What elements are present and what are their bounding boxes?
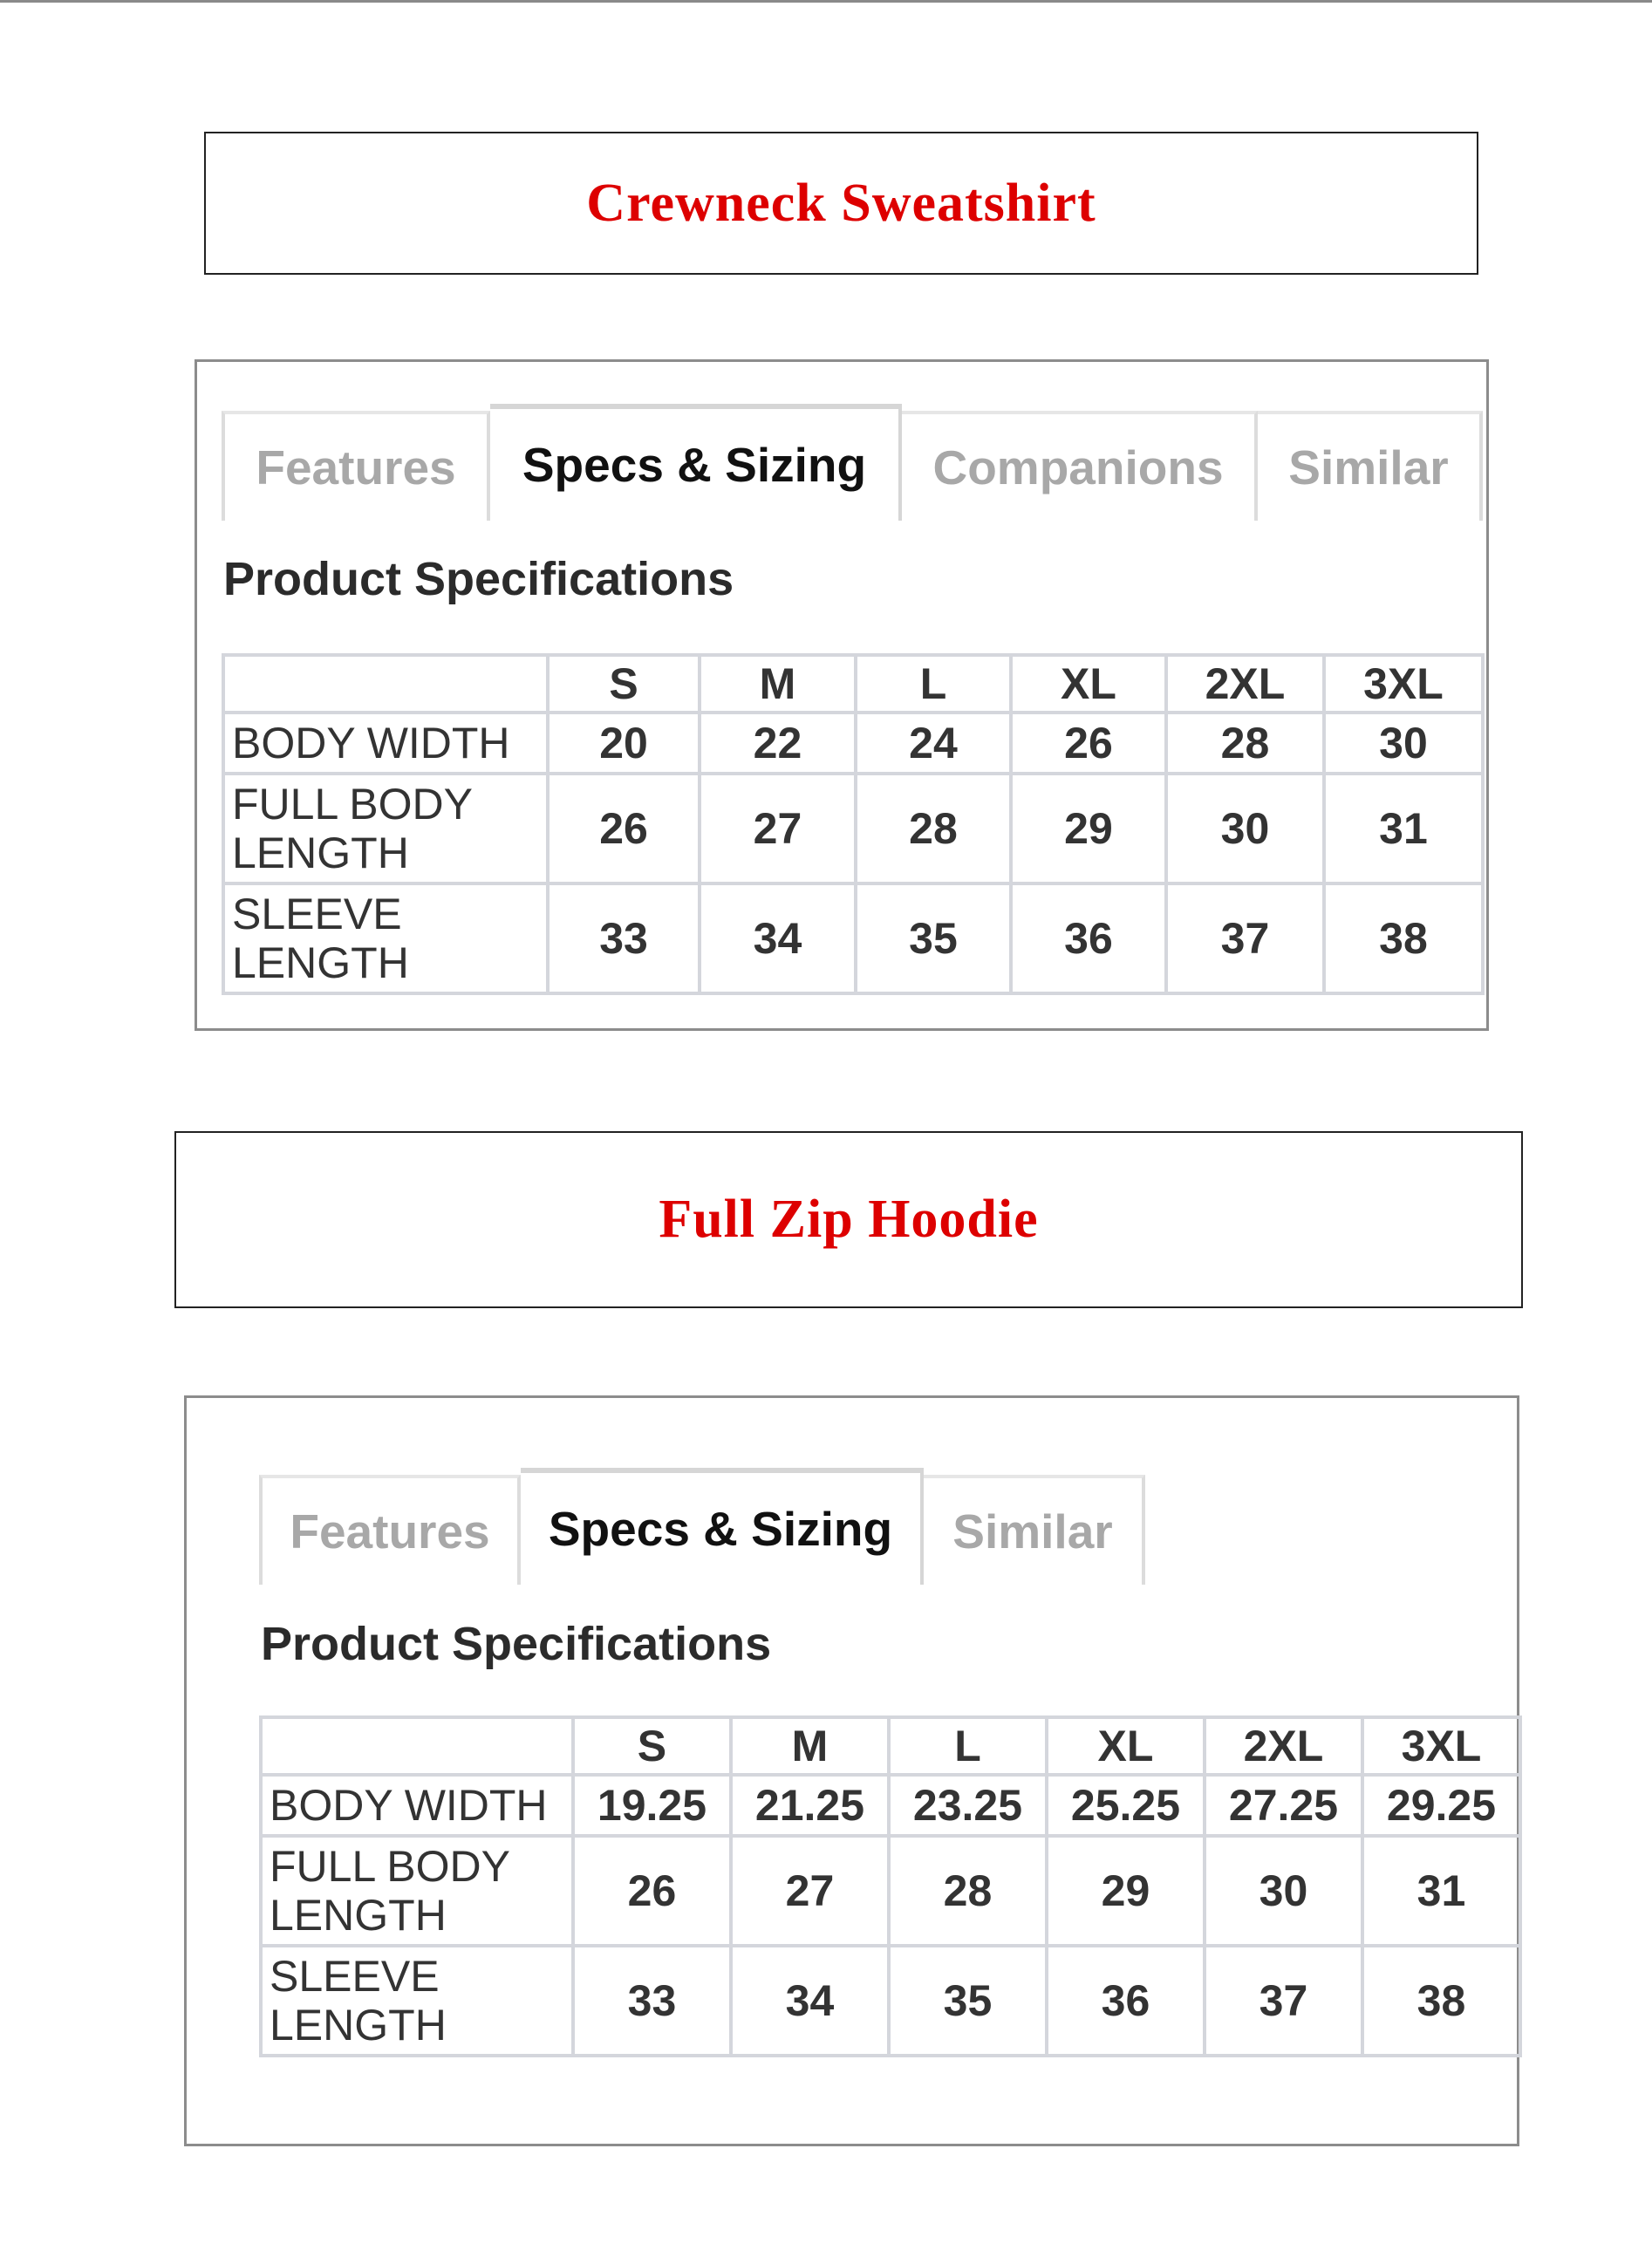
row-label: SLEEVE LENGTH [223,883,548,993]
measurement-cell: 26 [1011,713,1166,774]
size-col-header: S [573,1717,731,1775]
measurement-cell: 30 [1205,1836,1362,1946]
measurement-cell: 27.25 [1205,1775,1362,1836]
measurement-cell: 34 [731,1946,889,2056]
measurement-cell: 33 [573,1946,731,2056]
measurement-cell: 38 [1324,883,1483,993]
measurement-cell: 27 [731,1836,889,1946]
row-label: FULL BODY LENGTH [223,774,548,883]
table-row-full-body-length [223,774,1483,883]
measurement-cell: 35 [856,883,1011,993]
size-header-row [261,1717,1520,1775]
size-col-header: L [856,655,1011,713]
tab-similar[interactable]: Similar [924,1475,1145,1585]
measurement-cell: 30 [1324,713,1483,774]
measurement-cell: 30 [1166,774,1324,883]
measurement-cell: 29.25 [1362,1775,1520,1836]
size-col-header: S [548,655,700,713]
hoodie-title-box [174,1131,1523,1308]
measurement-cell: 37 [1205,1946,1362,2056]
table-row-body-width [223,713,1483,774]
tab-features[interactable]: Features [259,1475,521,1585]
table-corner-cell [223,655,548,713]
tab-specs-sizing[interactable]: Specs & Sizing [490,404,902,521]
table-row-sleeve-length [223,883,1483,993]
row-label: BODY WIDTH [261,1775,573,1836]
table-row-body-width [261,1775,1520,1836]
tab-specs-sizing[interactable]: Specs & Sizing [521,1468,924,1585]
size-col-header: XL [1011,655,1166,713]
measurement-cell: 29 [1011,774,1166,883]
measurement-cell: 24 [856,713,1011,774]
measurement-cell: 27 [700,774,856,883]
measurement-cell: 29 [1047,1836,1205,1946]
size-col-header: XL [1047,1717,1205,1775]
measurement-cell: 35 [889,1946,1047,2056]
size-col-header: 2XL [1205,1717,1362,1775]
table-row-full-body-length [261,1836,1520,1946]
row-label: FULL BODY LENGTH [261,1836,573,1946]
measurement-cell: 23.25 [889,1775,1047,1836]
measurement-cell: 25.25 [1047,1775,1205,1836]
measurement-cell: 36 [1011,883,1166,993]
measurement-cell: 34 [700,883,856,993]
crewneck-spec-heading: Product Specifications [223,553,734,605]
crewneck-title: Crewneck Sweatshirt [586,173,1096,233]
table-row-sleeve-length [261,1946,1520,2056]
measurement-cell: 26 [573,1836,731,1946]
size-col-header: 3XL [1362,1717,1520,1775]
measurement-cell: 28 [856,774,1011,883]
row-label: SLEEVE LENGTH [261,1946,573,2056]
size-col-header: L [889,1717,1047,1775]
size-col-header: 3XL [1324,655,1483,713]
measurement-cell: 22 [700,713,856,774]
crewneck-title-box [204,132,1478,275]
measurement-cell: 31 [1362,1836,1520,1946]
crewneck-size-table [222,653,1485,995]
hoodie-size-table [259,1715,1522,2057]
measurement-cell: 37 [1166,883,1324,993]
size-col-header: 2XL [1166,655,1324,713]
measurement-cell: 36 [1047,1946,1205,2056]
measurement-cell: 28 [889,1836,1047,1946]
tab-features[interactable]: Features [222,411,490,521]
hoodie-title: Full Zip Hoodie [659,1190,1039,1249]
measurement-cell: 28 [1166,713,1324,774]
hoodie-tab-bar [259,1475,1145,1585]
measurement-cell: 31 [1324,774,1483,883]
table-corner-cell [261,1717,573,1775]
measurement-cell: 19.25 [573,1775,731,1836]
measurement-cell: 20 [548,713,700,774]
tab-similar[interactable]: Similar [1258,411,1483,521]
tab-companions[interactable]: Companions [902,411,1258,521]
size-col-header: M [731,1717,889,1775]
measurement-cell: 38 [1362,1946,1520,2056]
measurement-cell: 33 [548,883,700,993]
measurement-cell: 26 [548,774,700,883]
size-header-row [223,655,1483,713]
top-rule [0,0,1652,3]
measurement-cell: 21.25 [731,1775,889,1836]
crewneck-spec-panel [195,359,1489,1031]
hoodie-spec-panel [184,1395,1519,2146]
crewneck-tab-bar [222,411,1483,521]
size-col-header: M [700,655,856,713]
hoodie-spec-heading: Product Specifications [261,1618,772,1670]
row-label: BODY WIDTH [223,713,548,774]
